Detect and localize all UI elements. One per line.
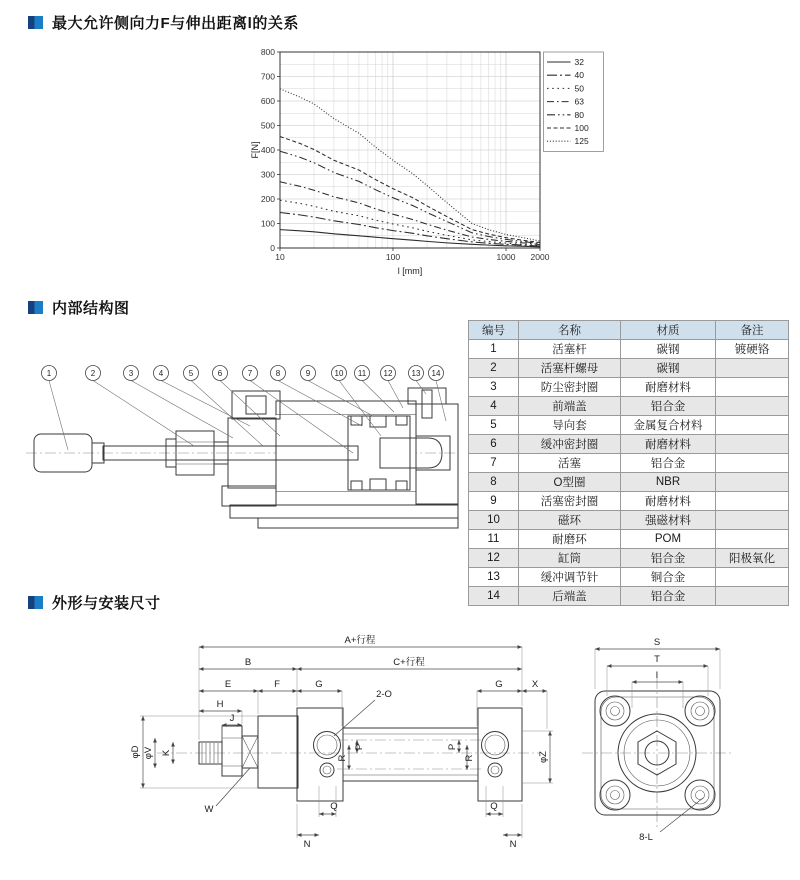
dim-label-8-l: 8-L	[639, 832, 653, 843]
cylinder-cross-section	[34, 388, 458, 528]
chart-y-axis-label: F[N]	[250, 141, 260, 159]
callout-leader	[436, 381, 446, 422]
callout-number: 4	[158, 369, 164, 378]
chart-x-axis-label: l [mm]	[397, 266, 423, 276]
table-cell: POM	[621, 530, 716, 549]
parts-table-header-cell: 名称	[519, 321, 621, 340]
table-cell: NBR	[621, 473, 716, 492]
legend-entry: 40	[574, 70, 584, 81]
table-cell	[716, 397, 789, 416]
table-cell: 11	[469, 530, 519, 549]
callout-number: 10	[334, 369, 344, 378]
dim-label-k: K	[161, 749, 172, 757]
table-cell: 防尘密封圈	[519, 378, 621, 397]
table-cell: 耐磨材料	[621, 492, 716, 511]
table-cell: 耐磨材料	[621, 378, 716, 397]
table-cell	[716, 511, 789, 530]
table-row	[469, 530, 789, 549]
parts-table	[468, 320, 789, 606]
table-cell: 活塞杆	[519, 340, 621, 359]
table-row	[469, 378, 789, 397]
callout-leader	[416, 381, 426, 395]
table-cell	[716, 416, 789, 435]
legend-entry: 63	[574, 96, 584, 107]
callout-leader	[388, 381, 403, 409]
parts-table-header	[469, 321, 789, 340]
dim-label-g-rear: G	[495, 679, 503, 690]
x-tick-label: 10	[275, 252, 285, 262]
table-cell: 镀硬铬	[716, 340, 789, 359]
parts-table-header-cell: 编号	[469, 321, 519, 340]
x-tick-label: 1000	[496, 252, 516, 262]
dim-label-g-front: G	[315, 679, 323, 690]
dim-label-phi-d: φD	[130, 745, 141, 759]
table-cell	[716, 587, 789, 606]
table-cell: 8	[469, 473, 519, 492]
section-title: 内部结构图	[52, 300, 130, 317]
table-row	[469, 492, 789, 511]
dim-label-p-rear: P	[447, 743, 458, 751]
section-title: 最大允许侧向力F与伸出距离l的关系	[52, 15, 299, 32]
front-collar	[258, 716, 298, 788]
table-row	[469, 416, 789, 435]
dim-label-2-o: 2-O	[376, 689, 392, 700]
table-cell: 3	[469, 378, 519, 397]
rear-cap	[416, 404, 458, 504]
callout-number: 11	[357, 369, 367, 378]
table-cell	[716, 473, 789, 492]
table-cell: 活塞密封圈	[519, 492, 621, 511]
dim-label-phi-v: φV	[143, 746, 154, 760]
table-row	[469, 568, 789, 587]
callout-number: 12	[383, 369, 393, 378]
rear-cap	[478, 708, 522, 801]
dim-label-w: W	[204, 804, 214, 815]
front-port-boss	[232, 391, 280, 419]
x-tick-label: 2000	[530, 252, 550, 262]
section-header-internal-structure	[28, 297, 130, 318]
rear-port	[482, 732, 509, 778]
table-cell: 导向套	[519, 416, 621, 435]
parts-table-header-cell: 材质	[621, 321, 716, 340]
table-cell: 铝合金	[621, 397, 716, 416]
legend-entry: 80	[574, 109, 584, 120]
y-tick-label: 0	[270, 243, 275, 253]
table-cell: 1	[469, 340, 519, 359]
table-cell	[716, 435, 789, 454]
callout-leader	[220, 381, 280, 437]
bottom-rail	[230, 505, 458, 518]
callout-number: 14	[431, 369, 441, 378]
table-row	[469, 340, 789, 359]
dim-label-x: X	[531, 679, 539, 690]
cylinder-tube-top	[276, 401, 416, 415]
table-row	[469, 511, 789, 530]
dim-label-n-rear: N	[509, 839, 517, 850]
table-cell: 活塞杆螺母	[519, 359, 621, 378]
front-port	[314, 732, 341, 778]
callout-number: 7	[247, 369, 253, 378]
table-cell: 阳极氧化	[716, 549, 789, 568]
dim-label-phi-z: φZ	[538, 751, 549, 763]
table-cell: 碳钢	[621, 340, 716, 359]
callout-number: 3	[128, 369, 134, 378]
table-cell: 2	[469, 359, 519, 378]
y-tick-label: 800	[260, 47, 275, 57]
dim-label-e: E	[224, 679, 232, 690]
table-cell	[716, 378, 789, 397]
callout-leader	[93, 381, 194, 447]
section-bullet-icon	[28, 301, 43, 314]
callout-leader	[308, 381, 373, 417]
section-title: 外形与安装尺寸	[52, 595, 161, 612]
y-tick-label: 400	[260, 145, 275, 155]
table-cell	[716, 568, 789, 587]
dim-label-a: A+行程	[344, 635, 376, 646]
dim-label-q-front: Q	[330, 801, 338, 812]
callout-leader	[362, 381, 394, 413]
table-row	[469, 454, 789, 473]
legend-entry: 32	[574, 57, 584, 67]
callout-leader	[49, 381, 68, 451]
table-cell: 6	[469, 435, 519, 454]
dimension-drawing	[112, 616, 792, 879]
table-cell: 耐磨材料	[621, 435, 716, 454]
table-cell	[716, 359, 789, 378]
dim-label-p-front: P	[354, 743, 365, 751]
cylinder-tube	[337, 728, 484, 781]
table-cell: 铜合金	[621, 568, 716, 587]
callout-number: 13	[411, 369, 421, 378]
cylinder-tube-bottom	[276, 491, 416, 505]
y-tick-label: 200	[260, 194, 275, 204]
legend-entry: 100	[574, 123, 589, 133]
table-cell	[716, 530, 789, 549]
dim-label-q-rear: Q	[490, 801, 498, 812]
dim-label-s: S	[653, 637, 661, 648]
table-cell: 12	[469, 549, 519, 568]
dim-label-r-front: R	[337, 754, 348, 762]
table-cell: 铝合金	[621, 454, 716, 473]
dim-label-b: B	[244, 657, 252, 668]
table-row	[469, 359, 789, 378]
internal-structure-diagram	[18, 346, 463, 589]
table-cell	[716, 454, 789, 473]
callout-number: 5	[188, 369, 194, 378]
y-tick-label: 300	[260, 169, 275, 180]
table-cell: 4	[469, 397, 519, 416]
table-cell: 5	[469, 416, 519, 435]
table-cell: 缓冲密封圈	[519, 435, 621, 454]
table-row	[469, 587, 789, 606]
dim-label-i: I	[655, 670, 659, 681]
table-cell: 前端盖	[519, 397, 621, 416]
table-cell: 9	[469, 492, 519, 511]
table-cell: 磁环	[519, 511, 621, 530]
table-cell: 金属复合材料	[621, 416, 716, 435]
table-cell: 13	[469, 568, 519, 587]
callout-number: 8	[275, 369, 281, 378]
table-cell: 耐磨环	[519, 530, 621, 549]
dim-label-h: H	[216, 699, 224, 710]
section-bullet-icon	[28, 596, 43, 609]
table-cell: 7	[469, 454, 519, 473]
table-row	[469, 549, 789, 568]
section-bullet-icon	[28, 16, 43, 29]
callout-number: 9	[305, 369, 311, 378]
parts-table-header-cell: 备注	[716, 321, 789, 340]
legend-entry: 50	[574, 83, 584, 94]
bottom-plate	[258, 518, 458, 528]
section-header-dimensions	[28, 592, 161, 613]
dim-label-t: T	[654, 654, 660, 665]
wrench-flat	[242, 736, 258, 768]
table-cell: 缸筒	[519, 549, 621, 568]
section-header-side-force	[28, 12, 299, 33]
callout-number: 6	[217, 369, 223, 378]
table-cell: O型圈	[519, 473, 621, 492]
y-tick-label: 700	[260, 71, 275, 82]
rod-nut	[222, 726, 242, 776]
legend-entry: 125	[574, 136, 589, 147]
callout-number: 2	[90, 369, 96, 378]
front-cap-foot	[222, 486, 276, 506]
cylinder-side-view	[157, 708, 540, 801]
x-tick-label: 100	[385, 252, 401, 262]
y-tick-label: 100	[260, 218, 275, 229]
callout-leader	[161, 381, 250, 427]
callout-number: 1	[46, 369, 52, 378]
dim-label-c: C+行程	[393, 657, 425, 668]
table-cell	[716, 492, 789, 511]
callout-leader	[191, 381, 263, 447]
table-cell: 铝合金	[621, 549, 716, 568]
table-cell: 10	[469, 511, 519, 530]
dim-label-f: F	[274, 679, 280, 690]
table-cell: 14	[469, 587, 519, 606]
table-row	[469, 435, 789, 454]
dim-label-r-rear: R	[464, 754, 475, 762]
table-cell: 后端盖	[519, 587, 621, 606]
y-tick-label: 600	[260, 96, 275, 106]
table-row	[469, 397, 789, 416]
y-tick-label: 500	[260, 120, 275, 131]
table-cell: 缓冲调节针	[519, 568, 621, 587]
table-cell: 强磁材料	[621, 511, 716, 530]
table-cell: 碳钢	[621, 359, 716, 378]
dim-label-j: J	[229, 713, 235, 724]
side-force-chart	[246, 42, 608, 287]
table-cell: 活塞	[519, 454, 621, 473]
dim-label-n-front: N	[303, 839, 311, 850]
table-row	[469, 473, 789, 492]
front-port	[246, 396, 266, 414]
table-cell: 铝合金	[621, 587, 716, 606]
